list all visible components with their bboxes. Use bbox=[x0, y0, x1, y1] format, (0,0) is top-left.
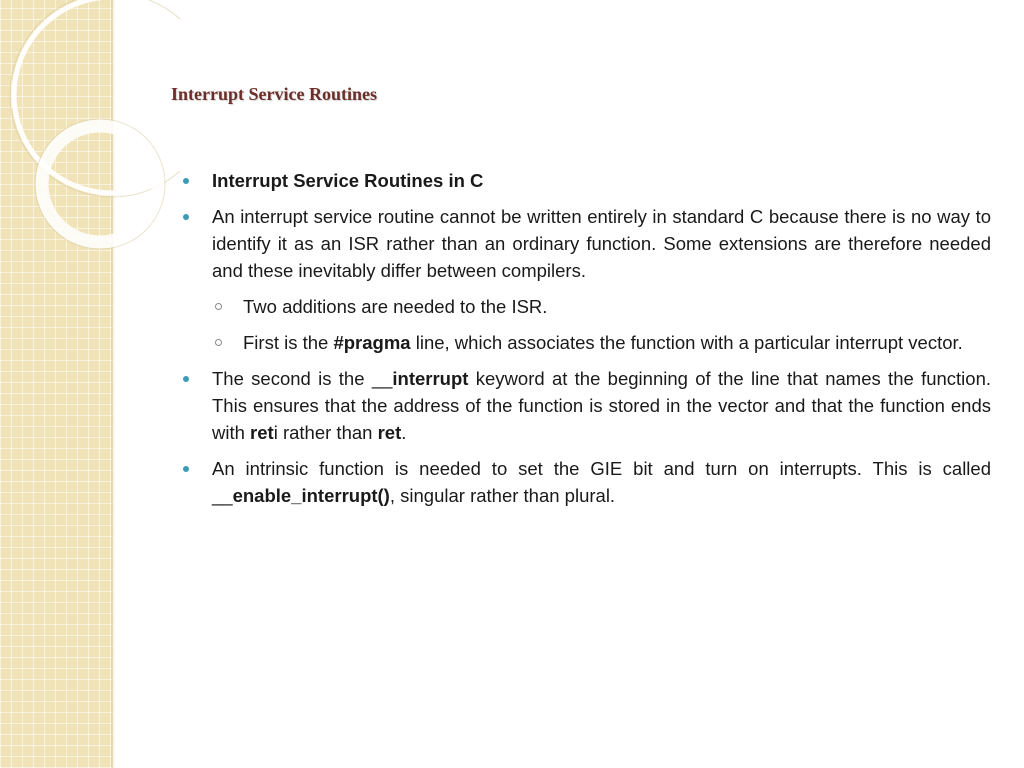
bullet-item bbox=[183, 203, 991, 285]
bullet-ring-icon bbox=[215, 339, 222, 346]
bullet-item bbox=[183, 455, 991, 510]
reti-keyword-rest: i bbox=[273, 422, 278, 444]
bullet-dot-icon bbox=[183, 466, 189, 472]
ret-keyword: ret bbox=[377, 422, 402, 444]
sub-bullet-text: Two additions are needed to the ISR. bbox=[243, 296, 548, 318]
slide-title: Interrupt Service Routines bbox=[171, 84, 377, 104]
decorative-ring-small bbox=[42, 126, 158, 242]
bullet-dot-icon bbox=[183, 376, 189, 382]
bullet-item bbox=[183, 365, 991, 447]
bullet-text-middle: keyword at the beginning of the line that names the function. This ensures that the address of the function is stored in the vector and that the function ends with bbox=[212, 367, 992, 444]
sub-bullet-text-suffix: line, which associates the function with a particular interrupt vector. bbox=[410, 331, 963, 353]
sub-bullet-item bbox=[183, 293, 991, 320]
reti-keyword-bold: ret bbox=[250, 422, 274, 444]
bullet-ring-icon bbox=[215, 303, 222, 310]
slide-content bbox=[183, 167, 991, 518]
bullet-dot-icon bbox=[183, 214, 189, 220]
bullet-text-middle-2: rather than bbox=[277, 422, 378, 444]
interrupt-keyword: interrupt bbox=[392, 367, 469, 389]
bullet-text-suffix: , singular rather than plural. bbox=[389, 485, 616, 507]
underscore-prefix: __ bbox=[212, 485, 233, 507]
bullet-text-prefix: The second is the bbox=[212, 367, 372, 389]
enable-interrupt-keyword: enable_interrupt() bbox=[232, 485, 390, 507]
bullet-text: An interrupt service routine cannot be written entirely in standard C because there is no way to identify it as an ISR rather than an ordinary function. Some extensions are therefore needed and these inevitably differ between compilers. bbox=[212, 205, 991, 282]
sub-bullet-text-prefix: First is the bbox=[243, 331, 334, 353]
decorative-rings bbox=[0, 0, 180, 300]
sub-bullet-item bbox=[183, 329, 991, 356]
underscore-prefix: __ bbox=[371, 367, 393, 389]
bullet-heading: Interrupt Service Routines in C bbox=[212, 170, 484, 191]
bullet-item bbox=[183, 167, 991, 194]
pragma-keyword: #pragma bbox=[333, 331, 411, 353]
bullet-text-prefix: An intrinsic function is needed to set the GIE bit and turn on interrupts. This is called bbox=[212, 458, 991, 480]
bullet-dot-icon bbox=[183, 178, 189, 184]
bullet-text-end: . bbox=[401, 422, 407, 444]
